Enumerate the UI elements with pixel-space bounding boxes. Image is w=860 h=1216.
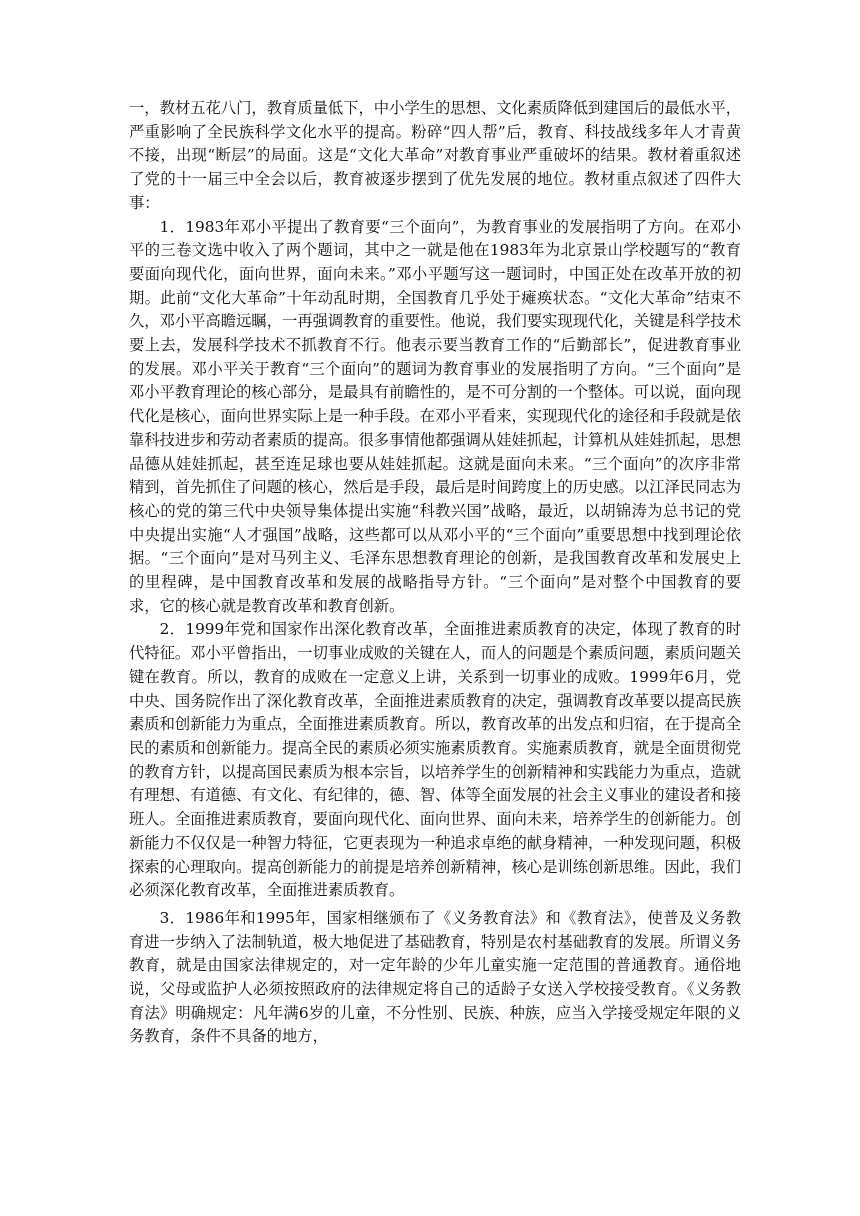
paragraph-item-1: 1．1983年邓小平提出了教育要“三个面向”，为教育事业的发展指明了方向。在邓小平的三卷文选中收入了两个题词，其中之一就是他在1983年为北京景山学校题写的“教育要面向现代化，面向世界，面向未来。”邓小平题写这一题词时，中国正处在改革开放的初期。此前“文化大革命”十年动乱时期，全国教育几乎处于瘫痪状态。“文化大革命”结束不久，邓小平高瞻远瞩，一再强调教育的重要性。他说，我们要实现现代化，关键是科学技术要上去，发展科学技术不抓教育不行。他表示要当教育工作的“后勤部长”，促进教育事业的发展。邓小平关于教育“三个面向”的题词为教育事业的发展指明了方向。“三个面向”是邓小平教育理论的核心部分，是最具有前瞻性的，是不可分割的一个整体。可以说，面向现代化是核心，面向世界实际上是一种手段。在邓小平看来，实现现代化的途径和手段就是依靠科技进步和劳动者素质的提高。很多事情他都强调从娃娃抓起，计算机从娃娃抓起，思想品德从娃娃抓起，甚至连足球也要从娃娃抓起。这就是面向未来。“三个面向”的次序非常精到，首先抓住了问题的核心，然后是手段，最后是时间跨度上的历史感。以江泽民同志为核心的党的第三代中央领导集体提出实施“科教兴国”战略，最近，以胡锦涛为总书记的党中央提出实施“人才强国”战略，这些都可以从邓小平的“三个面向”重要思想中找到理论依据。“三个面向”是对马列主义、毛泽东思想教育理论的创新，是我国教育改革和发展史上的里程碑，是中国教育改革和发展的战略指导方针。“三个面向”是对整个中国教育的要求，它的核心就是教育改革和教育创新。 [129, 217, 741, 615]
document-body [129, 97, 741, 1049]
paragraph-item-2: 2．1999年党和国家作出深化教育改革，全面推进素质教育的决定，体现了教育的时代特征。邓小平曾指出，一切事业成败的关键在人，而人的问题是个素质问题，素质问题关键在教育。所以，教育的成败在一定意义上讲，关系到一切事业的成败。1999年6月，党中央、国务院作出了深化教育改革，全面推进素质教育的决定，强调教育改革要以提高民族素质和创新能力为重点，全面推进素质教育。所以，教育改革的出发点和归宿，在于提高全民的素质和创新能力。提高全民的素质必须实施素质教育。实施素质教育，就是全面贯彻党的教育方针，以提高国民素质为根本宗旨，以培养学生的创新精神和实践能力为重点，造就有理想、有道德、有文化、有纪律的，德、智、体等全面发展的社会主义事业的建设者和接班人。全面推进素质教育，要面向现代化、面向世界、面向未来，培养学生的创新能力。创新能力不仅仅是一种智力特征，它更表现为一种追求卓绝的献身精神，一种发现问题，积极探索的心理取向。提高创新能力的前提是培养创新精神，核心是训练创新思维。因此，我们必须深化教育改革，全面推进素质教育。 [129, 620, 741, 900]
paragraph-intro: 一，教材五花八门，教育质量低下，中小学生的思想、文化素质降低到建国后的最低水平，严重影响了全民族科学文化水平的提高。粉碎“四人帮”后，教育、科技战线多年人才青黄不接，出现“断层”的局面。这是“文化大革命”对教育事业严重破坏的结果。教材着重叙述了党的十一届三中全会以后，教育被逐步摆到了优先发展的地位。教材重点叙述了四件大事： [129, 99, 741, 212]
paragraph-item-3: 3．1986年和1995年，国家相继颁布了《义务教育法》和《教育法》，使普及义务教育进一步纳入了法制轨道，极大地促进了基础教育，特别是农村基础教育的发展。所谓义务教育，就是由国家法律规定的，对一定年龄的少年儿童实施一定范围的普通教育。通俗地说，父母或监护人必须按照政府的法律规定将自己的适龄子女送入学校接受教育。《义务教育法》明确规定：凡年满6岁的儿童，不分性别、民族、种族，应当入学接受规定年限的义务教育，条件不具备的地方， [129, 908, 741, 1046]
